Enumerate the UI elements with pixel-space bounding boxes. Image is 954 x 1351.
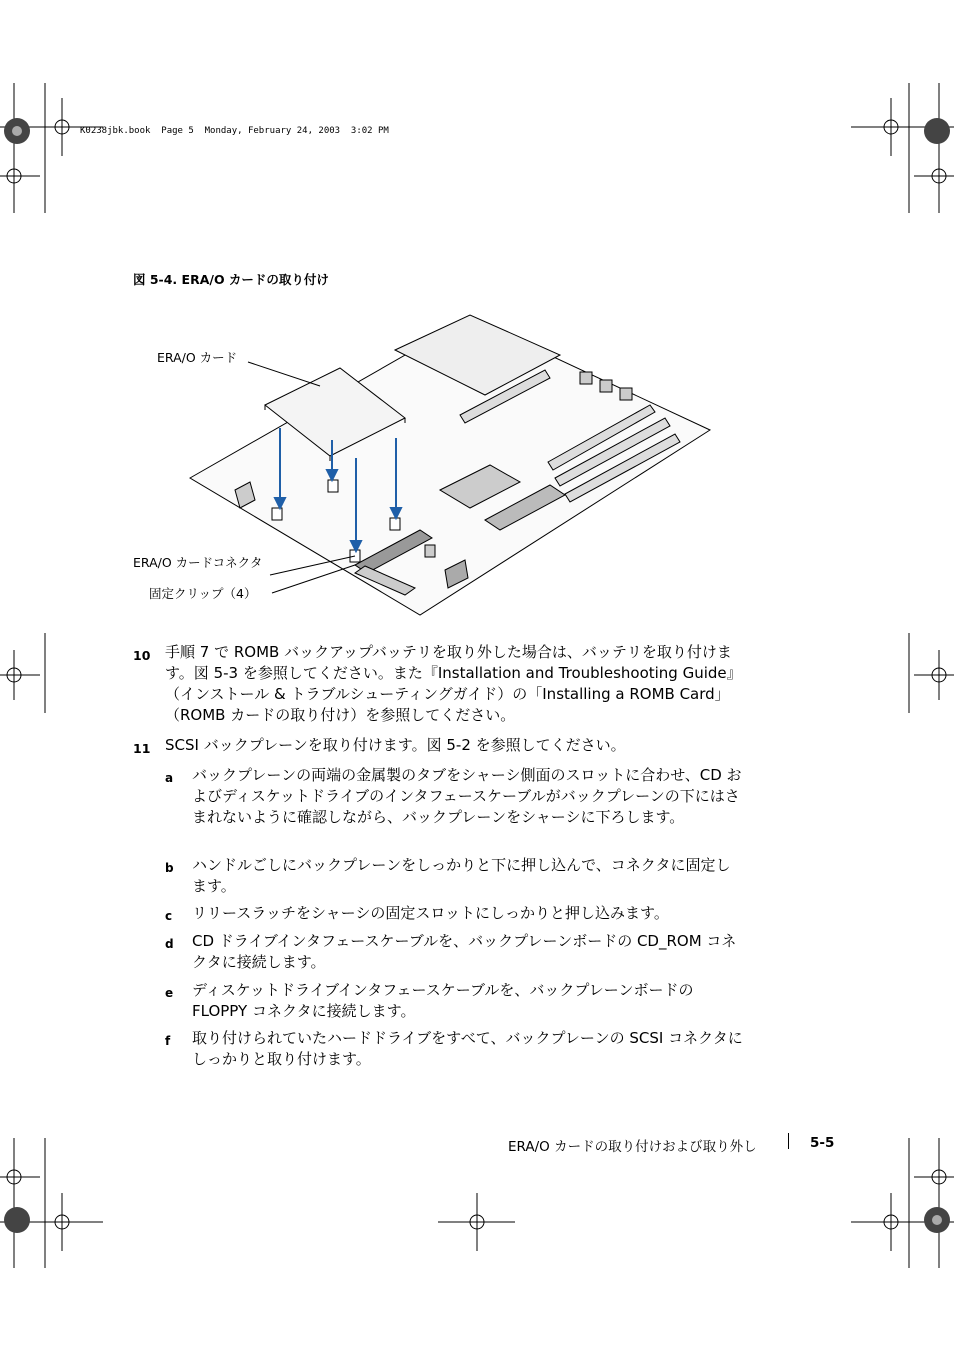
callout-era-connector: ERA/O カードコネクタ	[133, 555, 263, 570]
substep-text: ディスケットドライブインタフェースケーブルを、バックプレーンボードの FLOPPY コネクタに接続します。	[192, 981, 694, 1020]
footer-divider	[788, 1133, 789, 1149]
substep-a	[165, 765, 743, 828]
substep-text: CD ドライブインタフェースケーブルを、バックプレーンボードの CD_ROM コネクタに接続します。	[192, 932, 737, 971]
footer-chapter-title: ERA/O カードの取り付けおよび取り外し	[508, 1139, 757, 1155]
print-header: K0238jbk.book Page 5 Monday, February 24, 2003 3:02 PM	[80, 126, 389, 136]
step-text: SCSI バックプレーンを取り付けます。図 5-2 を参照してください。	[165, 736, 626, 754]
substep-text: ハンドルごしにバックプレーンをしっかりと下に押し込んで、コネクタに固定します。	[192, 856, 731, 895]
page-number: 5-5	[810, 1135, 835, 1151]
substep-letter: d	[165, 937, 174, 951]
step-11	[133, 735, 743, 756]
substep-e	[165, 980, 743, 1022]
substep-b	[165, 855, 743, 897]
step-number: 10	[133, 648, 151, 663]
step-text: 手順 7 で ROMB バックアップバッテリを取り外した場合は、バッテリを取り付けます。図 5-3 を参照してください。また『Installation and Troubleshooting Guide』（インストール & トラブルシューティングガイド）の「Installing a ROMB Card」（ROMB カードの取り付け）を参照してください。	[165, 643, 742, 724]
substep-text: リリースラッチをシャーシの固定スロットにしっかりと押し込みます。	[192, 904, 669, 922]
substep-d	[165, 931, 743, 973]
substep-text: 取り付けられていたハードドライブをすべて、バックプレーンの SCSI コネクタにしっかりと取り付けます。	[192, 1029, 743, 1068]
step-10	[133, 642, 743, 726]
substep-f	[165, 1028, 743, 1070]
figure-caption: 図 5-4. ERA/O カードの取り付け	[133, 272, 329, 287]
callout-era-card: ERA/O カード	[157, 350, 238, 365]
step-number: 11	[133, 741, 151, 756]
substep-c	[165, 903, 743, 924]
substep-letter: b	[165, 861, 174, 875]
substep-text: バックプレーンの両端の金属製のタブをシャーシ側面のスロットに合わせ、CD およびディスケットドライブのインタフェースケーブルがバックプレーンの下にはさまれないように確認しながら、バックプレーンをシャーシに下ろします。	[192, 766, 742, 826]
substep-letter: e	[165, 986, 174, 1000]
callout-retention-clips: 固定クリップ（4）	[149, 586, 257, 601]
substep-letter: f	[165, 1034, 171, 1048]
substep-letter: a	[165, 771, 174, 785]
substep-letter: c	[165, 909, 173, 923]
